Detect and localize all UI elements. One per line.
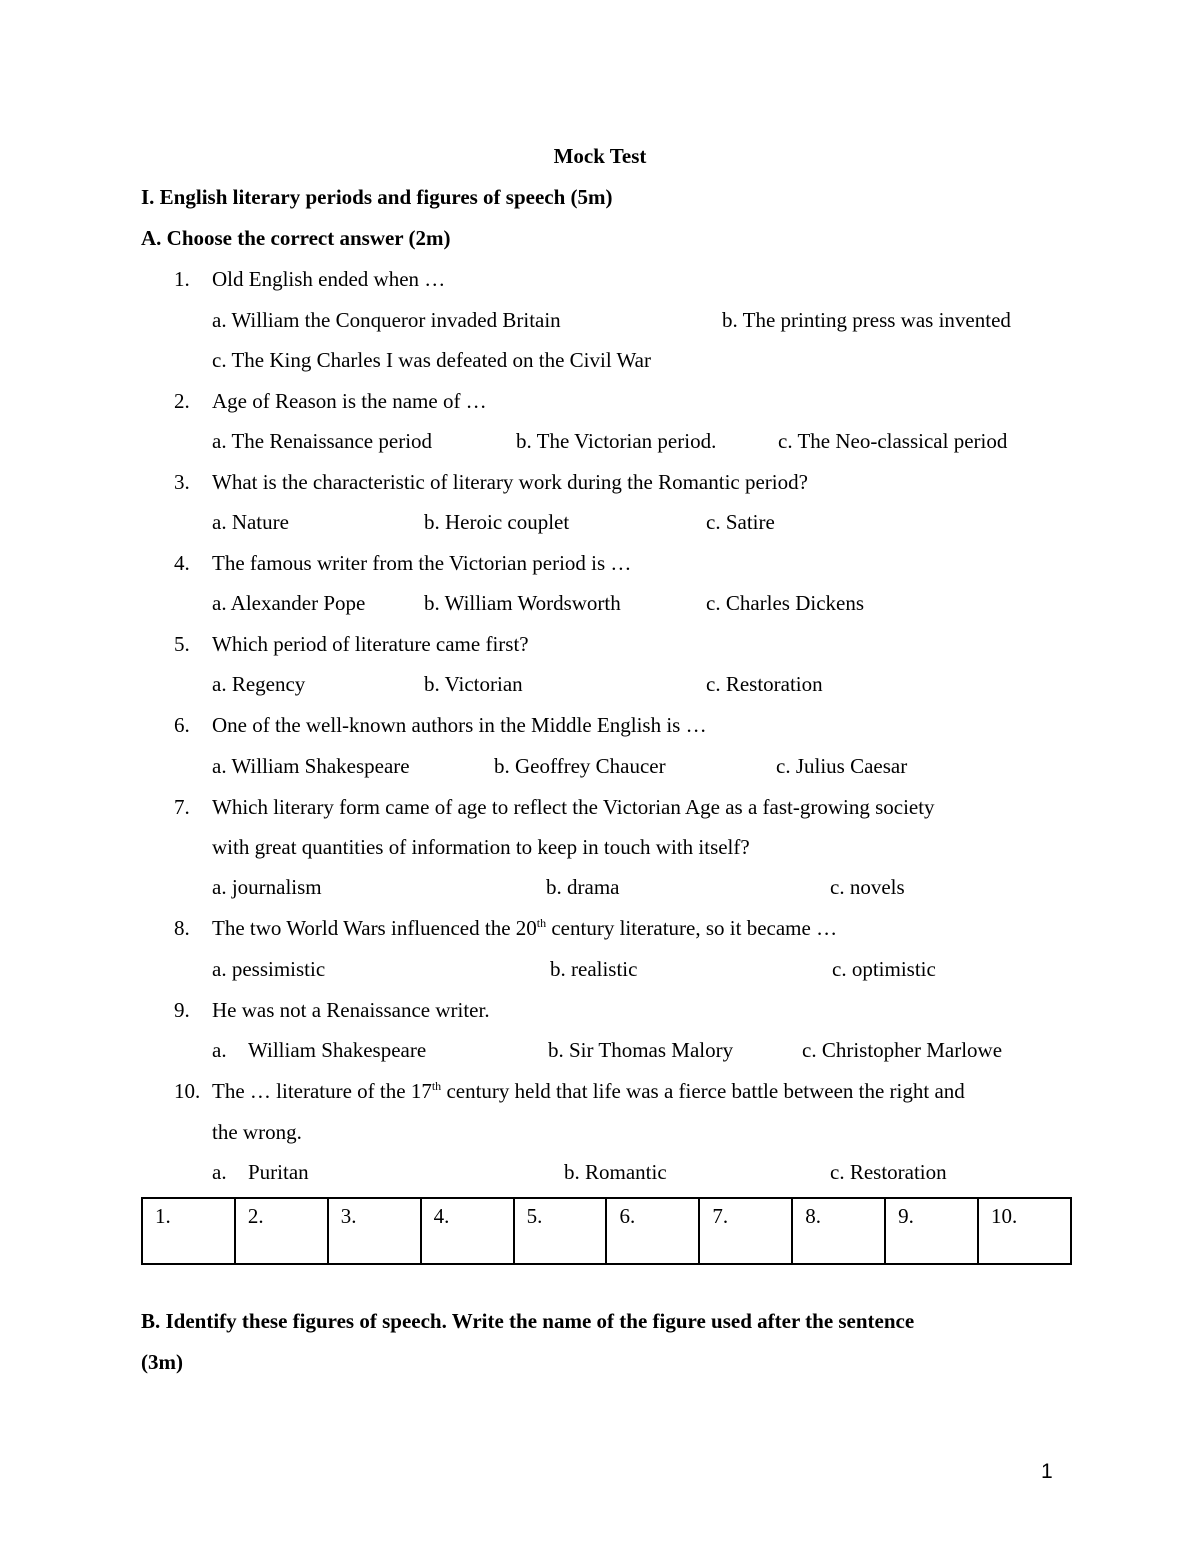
option-b: b. Heroic couplet [424, 510, 570, 534]
option-a: a. pessimistic [212, 957, 326, 981]
option-c: c. novels [830, 875, 905, 899]
option-c: c. Satire [706, 510, 775, 534]
question-number: 10. [174, 1079, 201, 1103]
section-heading: I. English literary periods and figures of speech (5m) [141, 185, 613, 209]
question-text: The two World Wars influenced the 20th century literature, so it became … [212, 916, 838, 940]
answer-cell[interactable]: 6. [606, 1198, 699, 1264]
answer-cell[interactable]: 2. [235, 1198, 328, 1264]
answer-row [142, 1198, 1071, 1264]
question-number: 7. [174, 795, 190, 819]
answer-table [141, 1197, 1072, 1265]
option-c: c. The Neo-classical period [778, 429, 1008, 453]
question-text: Which literary form came of age to reflect the Victorian Age as a fast-growing society [212, 795, 935, 819]
part-a-heading: A. Choose the correct answer (2m) [141, 226, 451, 250]
part-b-heading-continued: (3m) [141, 1350, 183, 1374]
option-b: b. Sir Thomas Malory [548, 1038, 734, 1062]
option-c: c. Charles Dickens [706, 591, 865, 615]
option-b: b. Romantic [564, 1160, 667, 1184]
question-text: The famous writer from the Victorian period is … [212, 551, 632, 575]
answer-cell[interactable]: 9. [885, 1198, 978, 1264]
option-b: b. drama [546, 875, 620, 899]
option-a: a. journalism [212, 875, 322, 899]
question-number: 6. [174, 713, 190, 737]
option-a: a. Nature [212, 510, 289, 534]
option-b: b. Geoffrey Chaucer [494, 754, 666, 778]
option-a: a. Alexander Pope [212, 591, 366, 615]
question-number: 4. [174, 551, 190, 575]
question-text-continued: the wrong. [212, 1120, 302, 1144]
question-text: Old English ended when … [212, 267, 446, 291]
option-a: Puritan [248, 1160, 309, 1184]
question-number: 9. [174, 998, 190, 1022]
question-number: 8. [174, 916, 190, 940]
option-a-letter: a. [212, 1160, 227, 1184]
option-a: a. Regency [212, 672, 306, 696]
option-b: b. Victorian [424, 672, 523, 696]
question-text: One of the well-known authors in the Middle English is … [212, 713, 707, 737]
part-b-heading: B. Identify these figures of speech. Write the name of the figure used after the sentence [141, 1309, 915, 1333]
question-number: 5. [174, 632, 190, 656]
answer-cell[interactable]: 1. [142, 1198, 235, 1264]
option-a: a. William the Conqueror invaded Britain [212, 308, 561, 332]
option-b: b. William Wordsworth [424, 591, 621, 615]
option-c: c. Julius Caesar [776, 754, 908, 778]
option-a: William Shakespeare [248, 1038, 427, 1062]
option-b: b. The Victorian period. [516, 429, 717, 453]
option-a: a. The Renaissance period [212, 429, 433, 453]
option-c: c. The King Charles I was defeated on the Civil War [212, 348, 651, 372]
question-text: Which period of literature came first? [212, 632, 529, 656]
answer-cell[interactable]: 8. [792, 1198, 885, 1264]
option-c: c. optimistic [832, 957, 936, 981]
page-number: 1 [1041, 1460, 1053, 1483]
question-number: 2. [174, 389, 190, 413]
option-b: b. realistic [550, 957, 638, 981]
answer-cell[interactable]: 5. [514, 1198, 607, 1264]
option-c: c. Restoration [830, 1160, 947, 1184]
question-number: 3. [174, 470, 190, 494]
page-title: Mock Test [553, 144, 647, 168]
question-text: He was not a Renaissance writer. [212, 998, 490, 1022]
question-text: What is the characteristic of literary work during the Romantic period? [212, 470, 808, 494]
question-text-continued: with great quantities of information to keep in touch with itself? [212, 835, 750, 859]
answer-cell[interactable]: 4. [421, 1198, 514, 1264]
option-b: b. The printing press was invented [722, 308, 1011, 332]
option-c: c. Christopher Marlowe [802, 1038, 1003, 1062]
option-c: c. Restoration [706, 672, 823, 696]
answer-cell[interactable]: 3. [328, 1198, 421, 1264]
question-number: 1. [174, 267, 190, 291]
answer-cell[interactable]: 10. [978, 1198, 1071, 1264]
answer-cell[interactable]: 7. [699, 1198, 792, 1264]
option-a-letter: a. [212, 1038, 227, 1062]
question-text: Age of Reason is the name of … [212, 389, 487, 413]
option-a: a. William Shakespeare [212, 754, 410, 778]
question-text: The … literature of the 17th century held that life was a fierce battle between the right and [212, 1079, 965, 1103]
